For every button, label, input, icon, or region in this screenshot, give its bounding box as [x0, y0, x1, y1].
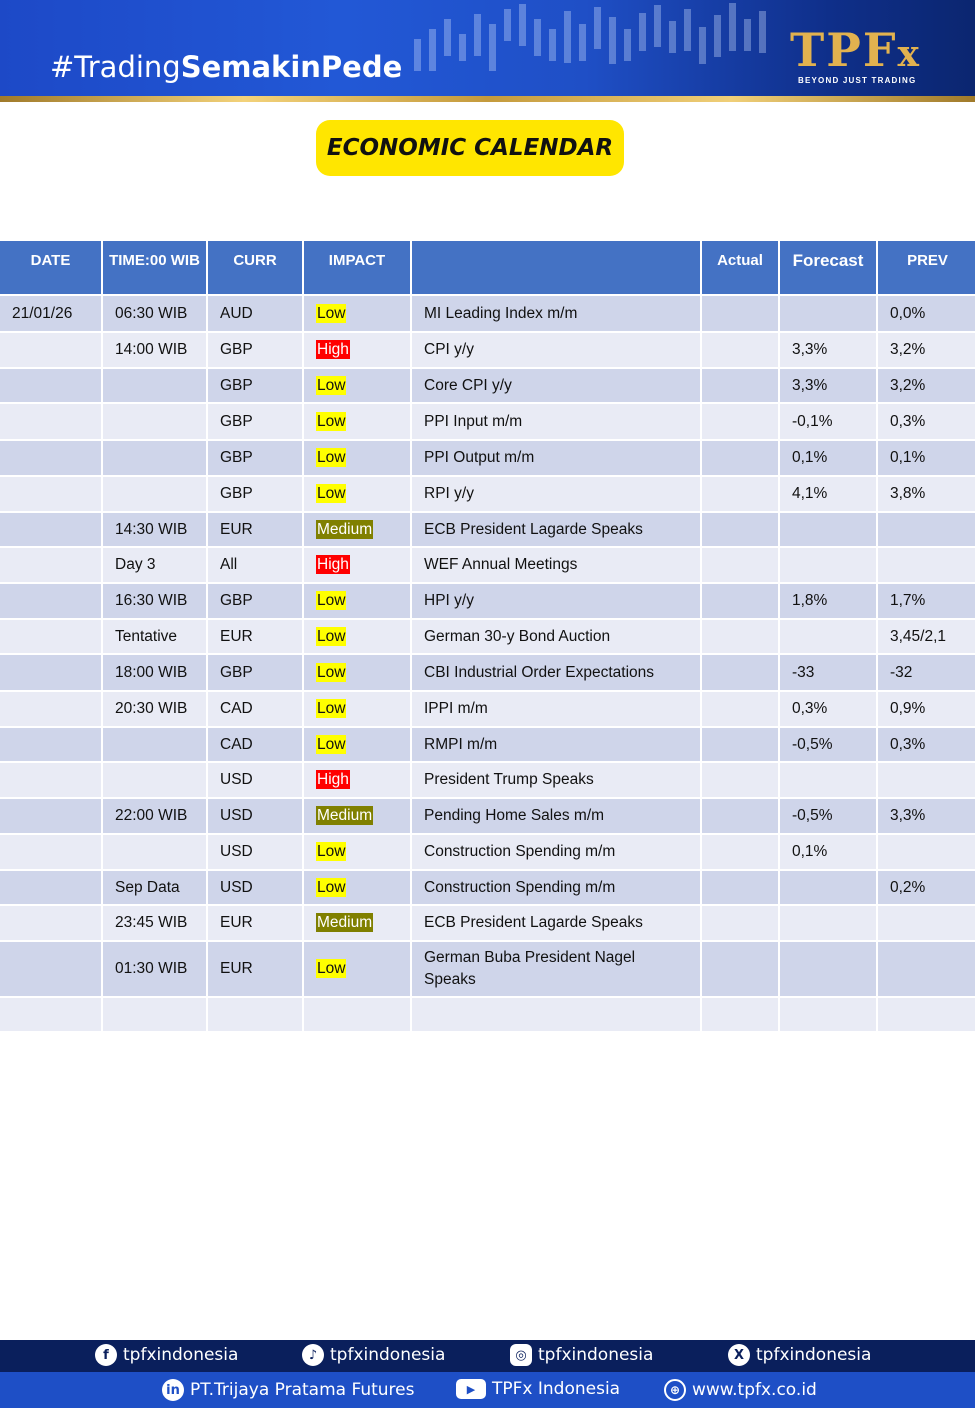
- cell-prev: 3,2%: [878, 369, 975, 402]
- cell-forecast: 0,3%: [780, 692, 876, 726]
- cell-impact: [304, 906, 410, 940]
- cell-curr: EUR: [208, 906, 302, 940]
- cell-time: 20:30 WIB: [103, 692, 206, 726]
- cell-prev: -32: [878, 655, 975, 690]
- cell-actual: [702, 942, 778, 996]
- cell-forecast: 0,1%: [780, 835, 876, 869]
- linkedin-icon: in: [162, 1379, 184, 1401]
- impact-badge: Low: [317, 700, 346, 717]
- table-row: [0, 998, 975, 1031]
- cell-date: [0, 763, 101, 797]
- cell-impact: [304, 404, 410, 439]
- cell-date: [0, 404, 101, 439]
- impact-badge: Low: [317, 663, 346, 681]
- cell-date: [0, 513, 101, 546]
- cell-time: Sep Data: [103, 871, 206, 904]
- cell-event: CPI y/y: [412, 333, 700, 367]
- cell-curr: USD: [208, 799, 302, 833]
- cell-actual: [702, 333, 778, 367]
- cell-event: IPPI m/m: [412, 692, 700, 726]
- table-row: [0, 871, 975, 904]
- cell-time: 22:00 WIB: [103, 799, 206, 833]
- col-curr: CURR: [208, 241, 302, 294]
- cell-event: CBI Industrial Order Expectations: [412, 655, 700, 690]
- cell-prev: 0,1%: [878, 441, 975, 475]
- table-row: [0, 763, 975, 797]
- table-row: [0, 692, 975, 726]
- cell-actual: [702, 513, 778, 546]
- table-row: [0, 620, 975, 653]
- table-row: [0, 728, 975, 761]
- cell-curr: EUR: [208, 513, 302, 546]
- table-row: [0, 655, 975, 690]
- cell-time: 01:30 WIB: [103, 942, 206, 996]
- cell-impact: [304, 655, 410, 690]
- cell-actual: [702, 763, 778, 797]
- impact-badge: Medium: [317, 914, 373, 931]
- cell-curr: EUR: [208, 942, 302, 996]
- cell-date: [0, 441, 101, 475]
- col-date: DATE: [0, 241, 101, 294]
- table-row: [0, 369, 975, 402]
- impact-badge: Low: [317, 376, 346, 394]
- cell-forecast: [780, 513, 876, 546]
- cell-event: MI Leading Index m/m: [412, 296, 700, 331]
- cell-time: [103, 998, 206, 1031]
- globe-icon: ⊕: [664, 1379, 686, 1401]
- table-row: [0, 404, 975, 439]
- impact-badge: Low: [317, 735, 346, 753]
- table-row: [0, 333, 975, 367]
- impact-badge: Medium: [317, 807, 373, 824]
- cell-date: [0, 906, 101, 940]
- tiktok-icon: ♪: [302, 1344, 324, 1366]
- impact-badge: Low: [317, 449, 346, 466]
- cell-actual: [702, 369, 778, 402]
- table-row: [0, 441, 975, 475]
- cell-impact: [304, 441, 410, 475]
- cell-event: RPI y/y: [412, 477, 700, 511]
- impact-badge: Low: [317, 960, 346, 977]
- impact-badge: Low: [317, 485, 346, 502]
- cell-curr: GBP: [208, 477, 302, 511]
- cell-time: [103, 728, 206, 761]
- cell-date: [0, 942, 101, 996]
- cell-date: [0, 998, 101, 1031]
- cell-time: [103, 369, 206, 402]
- gold-divider: [0, 96, 975, 102]
- social-instagram[interactable]: ◎ tpfxindonesia: [510, 1344, 653, 1366]
- col-prev: PREV: [878, 241, 975, 294]
- cell-prev: 0,9%: [878, 692, 975, 726]
- link-website[interactable]: ⊕ www.tpfx.co.id: [664, 1379, 817, 1401]
- cell-prev: [878, 548, 975, 582]
- cell-forecast: -0,5%: [780, 728, 876, 761]
- cell-forecast: [780, 296, 876, 331]
- cell-forecast: [780, 998, 876, 1031]
- cell-time: 14:00 WIB: [103, 333, 206, 367]
- table-row: [0, 942, 975, 996]
- impact-badge: Low: [317, 304, 346, 322]
- cell-actual: [702, 584, 778, 618]
- cell-prev: [878, 835, 975, 869]
- cell-time: [103, 763, 206, 797]
- cell-forecast: [780, 620, 876, 653]
- cell-event: Pending Home Sales m/m: [412, 799, 700, 833]
- impact-badge: Medium: [317, 520, 373, 538]
- cell-forecast: -0,5%: [780, 799, 876, 833]
- cell-actual: [702, 441, 778, 475]
- cell-actual: [702, 835, 778, 869]
- cell-impact: [304, 369, 410, 402]
- economic-calendar-table: [0, 239, 975, 1033]
- cell-curr: GBP: [208, 333, 302, 367]
- cell-time: 23:45 WIB: [103, 906, 206, 940]
- cell-forecast: [780, 763, 876, 797]
- cell-event: Construction Spending m/m: [412, 871, 700, 904]
- cell-time: 06:30 WIB: [103, 296, 206, 331]
- cell-curr: GBP: [208, 369, 302, 402]
- cell-curr: GBP: [208, 404, 302, 439]
- impact-badge: Low: [317, 627, 346, 645]
- table-row: [0, 906, 975, 940]
- hashtag-slogan: #TradingSemakinPede: [50, 50, 403, 84]
- cell-impact: [304, 799, 410, 833]
- link-linkedin[interactable]: in PT.Trijaya Pratama Futures: [162, 1379, 414, 1401]
- instagram-icon: ◎: [510, 1344, 532, 1366]
- cell-impact: [304, 584, 410, 618]
- cell-forecast: 3,3%: [780, 333, 876, 367]
- table-row: [0, 513, 975, 546]
- cell-prev: [878, 763, 975, 797]
- impact-badge: Low: [317, 843, 346, 860]
- header-banner: [0, 0, 975, 98]
- cell-curr: CAD: [208, 728, 302, 761]
- cell-forecast: [780, 548, 876, 582]
- cell-prev: [878, 906, 975, 940]
- cell-impact: [304, 835, 410, 869]
- cell-impact: [304, 942, 410, 996]
- cell-actual: [702, 620, 778, 653]
- impact-badge: High: [317, 771, 349, 788]
- cell-event: ECB President Lagarde Speaks: [412, 513, 700, 546]
- cell-event: WEF Annual Meetings: [412, 548, 700, 582]
- cell-prev: 3,3%: [878, 799, 975, 833]
- cell-curr: GBP: [208, 584, 302, 618]
- cell-prev: 1,7%: [878, 584, 975, 618]
- page-title: ECONOMIC CALENDAR: [316, 120, 624, 176]
- cell-event: Core CPI y/y: [412, 369, 700, 402]
- cell-date: [0, 799, 101, 833]
- table-body: [0, 296, 975, 1031]
- table-header-row: [0, 241, 975, 294]
- table-row: [0, 799, 975, 833]
- cell-time: Day 3: [103, 548, 206, 582]
- cell-prev: 3,2%: [878, 333, 975, 367]
- cell-event: PPI Input m/m: [412, 404, 700, 439]
- cell-forecast: -0,1%: [780, 404, 876, 439]
- cell-impact: [304, 548, 410, 582]
- cell-date: [0, 620, 101, 653]
- cell-date: 21/01/26: [0, 296, 101, 331]
- cell-forecast: [780, 871, 876, 904]
- cell-prev: [878, 513, 975, 546]
- col-time: TIME:00 WIB: [103, 241, 206, 294]
- cell-actual: [702, 404, 778, 439]
- cell-forecast: 0,1%: [780, 441, 876, 475]
- table-row: [0, 296, 975, 331]
- chart-decoration: [405, 0, 825, 98]
- cell-prev: 3,45/2,1: [878, 620, 975, 653]
- cell-curr: CAD: [208, 692, 302, 726]
- cell-impact: [304, 333, 410, 367]
- table-row: [0, 477, 975, 511]
- cell-curr: [208, 998, 302, 1031]
- cell-prev: [878, 942, 975, 996]
- social-tiktok[interactable]: ♪ tpfxindonesia: [302, 1344, 445, 1366]
- cell-time: Tentative: [103, 620, 206, 653]
- cell-actual: [702, 998, 778, 1031]
- cell-impact: [304, 513, 410, 546]
- cell-event: German Buba President Nagel Speaks: [412, 942, 700, 996]
- cell-curr: GBP: [208, 655, 302, 690]
- cell-date: [0, 692, 101, 726]
- cell-event: German 30-y Bond Auction: [412, 620, 700, 653]
- cell-event: ECB President Lagarde Speaks: [412, 906, 700, 940]
- cell-event: [412, 998, 700, 1031]
- link-youtube[interactable]: ▶ TPFx Indonesia: [456, 1379, 620, 1399]
- cell-curr: USD: [208, 763, 302, 797]
- cell-event: Construction Spending m/m: [412, 835, 700, 869]
- cell-time: [103, 835, 206, 869]
- social-x[interactable]: X tpfxindonesia: [728, 1344, 871, 1366]
- tpfx-logo: TPFx BEYOND JUST TRADING: [790, 23, 921, 85]
- cell-date: [0, 871, 101, 904]
- cell-actual: [702, 799, 778, 833]
- footer-social-bar: [0, 1340, 975, 1372]
- col-impact: IMPACT: [304, 241, 410, 294]
- cell-date: [0, 548, 101, 582]
- cell-date: [0, 655, 101, 690]
- cell-time: 16:30 WIB: [103, 584, 206, 618]
- cell-forecast: [780, 942, 876, 996]
- cell-forecast: 1,8%: [780, 584, 876, 618]
- cell-time: 18:00 WIB: [103, 655, 206, 690]
- cell-curr: EUR: [208, 620, 302, 653]
- cell-forecast: 4,1%: [780, 477, 876, 511]
- cell-date: [0, 728, 101, 761]
- cell-impact: [304, 871, 410, 904]
- footer-links-bar: [0, 1372, 975, 1408]
- cell-date: [0, 333, 101, 367]
- cell-impact: [304, 477, 410, 511]
- cell-curr: AUD: [208, 296, 302, 331]
- col-actual: Actual: [702, 241, 778, 294]
- impact-badge: Low: [317, 878, 346, 896]
- cell-prev: 0,3%: [878, 404, 975, 439]
- cell-date: [0, 477, 101, 511]
- cell-curr: USD: [208, 871, 302, 904]
- cell-impact: [304, 296, 410, 331]
- cell-actual: [702, 906, 778, 940]
- cell-impact: [304, 763, 410, 797]
- impact-badge: High: [317, 341, 349, 358]
- cell-actual: [702, 548, 778, 582]
- cell-actual: [702, 477, 778, 511]
- cell-impact: [304, 998, 410, 1031]
- cell-time: 14:30 WIB: [103, 513, 206, 546]
- cell-prev: [878, 998, 975, 1031]
- social-facebook[interactable]: f tpfxindonesia: [95, 1344, 238, 1366]
- impact-badge: High: [317, 556, 349, 573]
- cell-time: [103, 477, 206, 511]
- cell-prev: 0,3%: [878, 728, 975, 761]
- facebook-icon: f: [95, 1344, 117, 1366]
- cell-curr: GBP: [208, 441, 302, 475]
- cell-date: [0, 584, 101, 618]
- cell-time: [103, 404, 206, 439]
- impact-badge: Low: [317, 412, 346, 430]
- cell-actual: [702, 296, 778, 331]
- cell-actual: [702, 871, 778, 904]
- cell-prev: 0,0%: [878, 296, 975, 331]
- cell-forecast: -33: [780, 655, 876, 690]
- cell-actual: [702, 692, 778, 726]
- cell-event: HPI y/y: [412, 584, 700, 618]
- x-icon: X: [728, 1344, 750, 1366]
- cell-actual: [702, 655, 778, 690]
- cell-impact: [304, 692, 410, 726]
- col-forecast: Forecast: [780, 241, 876, 294]
- cell-prev: 0,2%: [878, 871, 975, 904]
- cell-date: [0, 835, 101, 869]
- cell-event: PPI Output m/m: [412, 441, 700, 475]
- impact-badge: Low: [317, 592, 346, 609]
- cell-event: President Trump Speaks: [412, 763, 700, 797]
- cell-time: [103, 441, 206, 475]
- cell-curr: All: [208, 548, 302, 582]
- cell-impact: [304, 620, 410, 653]
- table-row: [0, 584, 975, 618]
- table-row: [0, 548, 975, 582]
- cell-curr: USD: [208, 835, 302, 869]
- youtube-icon: ▶: [456, 1379, 486, 1399]
- cell-forecast: 3,3%: [780, 369, 876, 402]
- cell-actual: [702, 728, 778, 761]
- cell-prev: 3,8%: [878, 477, 975, 511]
- col-event: [412, 241, 700, 294]
- cell-date: [0, 369, 101, 402]
- cell-forecast: [780, 906, 876, 940]
- cell-event: RMPI m/m: [412, 728, 700, 761]
- table-row: [0, 835, 975, 869]
- cell-impact: [304, 728, 410, 761]
